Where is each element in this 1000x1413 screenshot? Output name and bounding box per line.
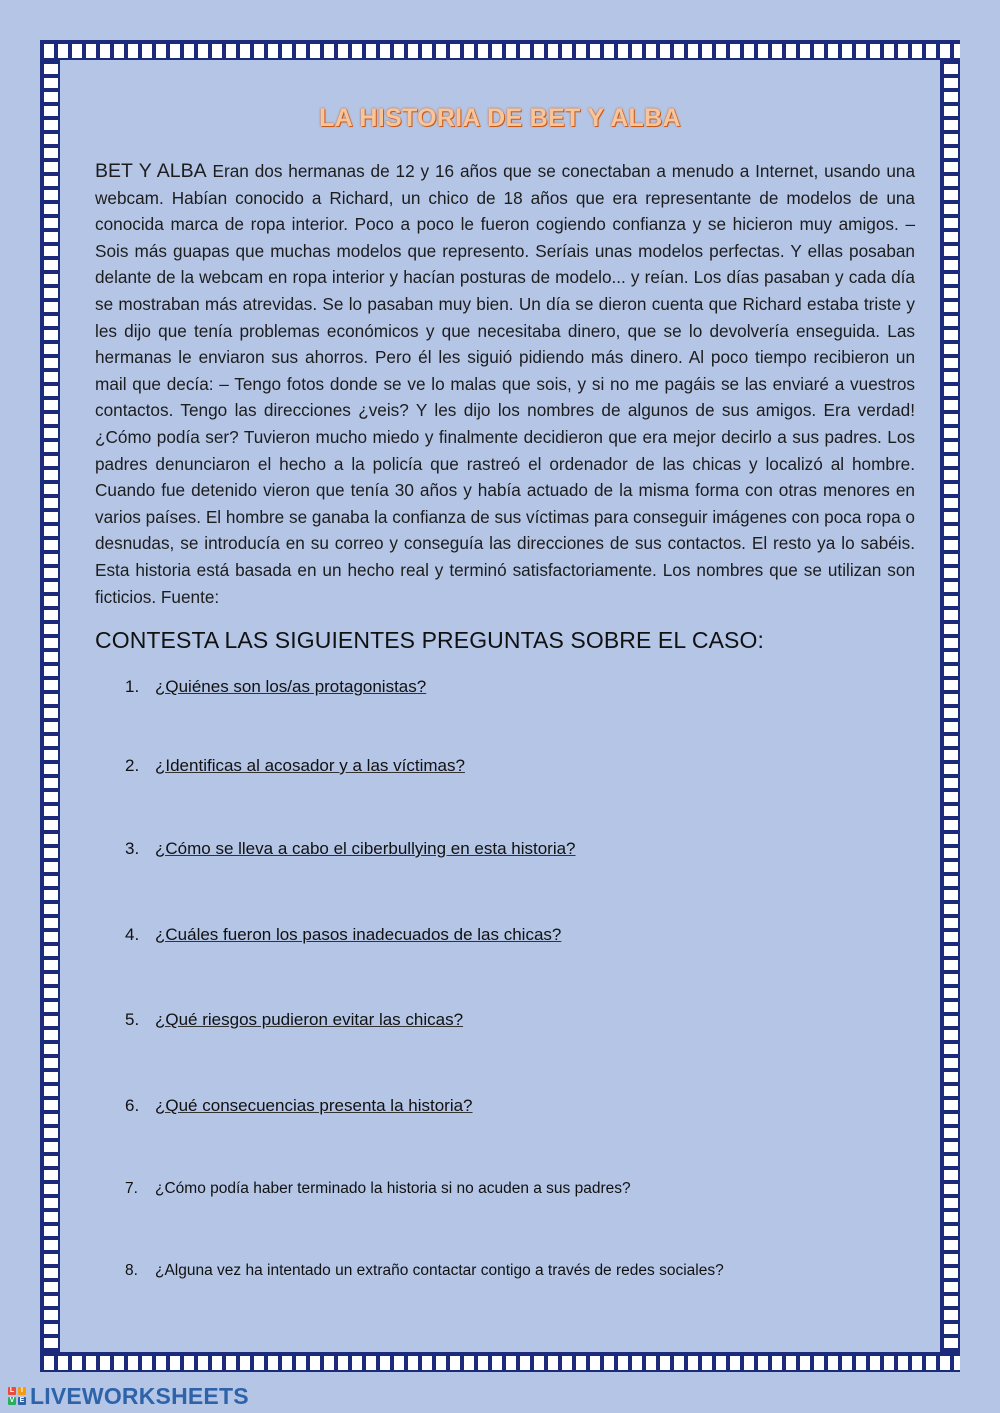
questions-heading: CONTESTA LAS SIGUIENTES PREGUNTAS SOBRE EL CASO: [95,627,764,653]
question-3 [125,839,576,859]
question-number: 4. [125,925,140,944]
question-number: 6. [125,1096,140,1115]
question-number: 7. [125,1180,138,1197]
question-1 [125,677,426,697]
liveworksheets-footer[interactable] [8,1383,249,1409]
question-7 [125,1180,631,1198]
question-text: ¿Cómo podía haber terminado la historia si no acuden a sus padres? [155,1180,631,1197]
story-lead: BET Y ALBA [95,160,207,182]
question-text: ¿Cuáles fueron los pasos inadecuados de las chicas? [155,925,562,944]
question-text: ¿Cómo se lleva a cabo el ciberbullying en esta historia? [155,839,576,858]
brand-name: LIVEWORKSHEETS [30,1382,249,1409]
question-number: 8. [125,1262,138,1279]
question-number: 1. [125,677,140,696]
question-text: ¿Identificas al acosador y a las víctimas? [155,756,465,775]
question-8 [125,1262,724,1280]
border-bottom [40,1352,960,1372]
question-2 [125,756,465,776]
page-title: LA HISTORIA DE BET Y ALBA [319,104,681,132]
story-paragraph [95,158,915,610]
border-top [40,40,960,60]
liveworksheets-logo-icon: L I V E [9,1387,25,1404]
question-text: ¿Quiénes son los/as protagonistas? [155,677,427,696]
question-6 [125,1096,473,1116]
border-right [940,60,960,1352]
question-4 [125,925,561,945]
question-text: ¿Alguna vez ha intentado un extraño contactar contigo a través de redes sociales? [155,1262,724,1279]
question-number: 3. [125,839,140,858]
question-text: ¿Qué riesgos pudieron evitar las chicas? [155,1010,464,1029]
question-number: 2. [125,756,140,775]
question-5 [125,1010,463,1030]
question-text: ¿Qué consecuencias presenta la historia? [155,1096,473,1115]
border-left [40,60,60,1352]
question-number: 5. [125,1010,140,1029]
story-body: Eran dos hermanas de 12 y 16 años que se conectaban a menudo a Internet, usando una webcam. Habían conocido a Richard, un chico de 18 años que era representante de modelos de una conocida marca de ropa interior. Poco a poco le fueron cogiendo confianza y se hicieron muy amigos. – Sois más guapas que muchas modelos que represento. Seríais unas modelos perfectas. Y ellas posaban delante de la webcam en ropa interior y hacían posturas de modelo... y reían. Los días pasaban y cada día se mostraban más atrevidas. Se lo pasaban muy bien. Un día se dieron cuenta que Richard estaba triste y les dijo que tenía problemas económicos y que necesitaba dinero, que se lo devolvería enseguida. Las hermanas le enviaron sus ahorros. Pero él les siguió pidiendo más dinero. Al poco tiempo recibieron un mail que decía: – Tengo fotos donde se ve lo malas que sois, y si no me pagáis se las enviaré a vuestros contactos. Tengo las direcciones ¿veis? Y les dijo los nombres de algunos de sus amigos. Era verdad! ¿Cómo podía ser? Tuvieron mucho miedo y finalmente decidieron que era mejor decirlo a sus padres. Los padres denunciaron el hecho a la policía que rastreó el ordenador de las chicas y localizó al hombre. Cuando fue detenido vieron que tenía 30 años y había actuado de la misma forma con otras menores en varios países. El hombre se ganaba la confianza de sus víctimas para conseguir imágenes con poca ropa o desnudas, se introducía en su correo y conseguía las direcciones de sus contactos. El resto ya lo sabéis. Esta historia está basada en un hecho real y terminó satisfactoriamente. Los nombres que se utilizan son ficticios. Fuente: [95,161,915,607]
